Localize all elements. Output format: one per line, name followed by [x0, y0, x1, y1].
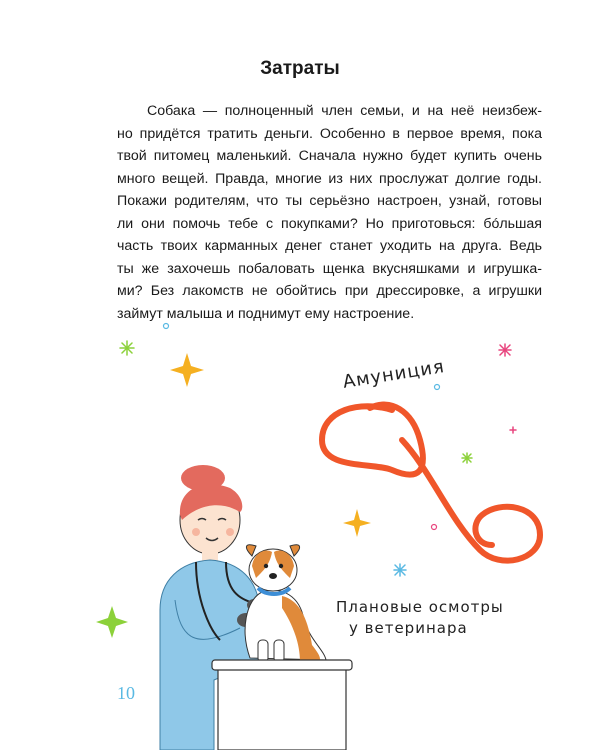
body-line: ми? Без лакомств не обойтись при дрессировке, а игрушки: [117, 283, 542, 299]
body-line: твой питомец маленький. Сначала нужно будет купить очень: [117, 148, 542, 164]
sparkle-icon: [510, 427, 516, 433]
sparkle-icon: [394, 564, 406, 576]
body-line: ли они помочь тебе с покупками? Но приготовься: бóльшая: [117, 215, 542, 232]
puppy-illustration: [245, 545, 326, 662]
sparkle-icon: [120, 341, 134, 355]
vet-checkup-label-line2: у ветеринара: [349, 619, 468, 637]
table-illustration: [212, 660, 352, 750]
body-line: займут малыша и поднимут ему настроение.: [117, 305, 415, 322]
sparkle-icon: [499, 344, 511, 356]
star-icon: [170, 353, 204, 387]
page-title: Затраты: [260, 58, 340, 79]
dot-icon: [432, 525, 437, 530]
leash-illustration: [322, 405, 540, 561]
body-line: часть твоих карманных денег станет уходить на друга. Ведь: [117, 238, 542, 254]
vet-checkup-label-line1: Плановые осмотры: [336, 598, 504, 616]
dot-icon: [164, 324, 169, 329]
star-icon: [343, 509, 371, 537]
page-number: 10: [117, 683, 135, 703]
body-line: Собака — полноценный член семьи, и на неё неизбеж-: [147, 103, 542, 119]
dot-icon: [435, 385, 440, 390]
body-line: много вещей. Правда, многие из них прослужат долгие годы.: [117, 170, 542, 187]
star-icon: [96, 606, 128, 638]
ammunition-label: Амуниция: [341, 356, 447, 393]
sparkle-icon: [462, 453, 472, 463]
body-line: Покажи родителям, что ты серьёзно настроен, узнай, готовы: [117, 193, 542, 209]
body-line: но придётся тратить деньги. Особенно в первое время, пока: [117, 125, 542, 142]
body-line: ты же захочешь побаловать щенка вкусняшками и игрушка-: [117, 260, 542, 277]
